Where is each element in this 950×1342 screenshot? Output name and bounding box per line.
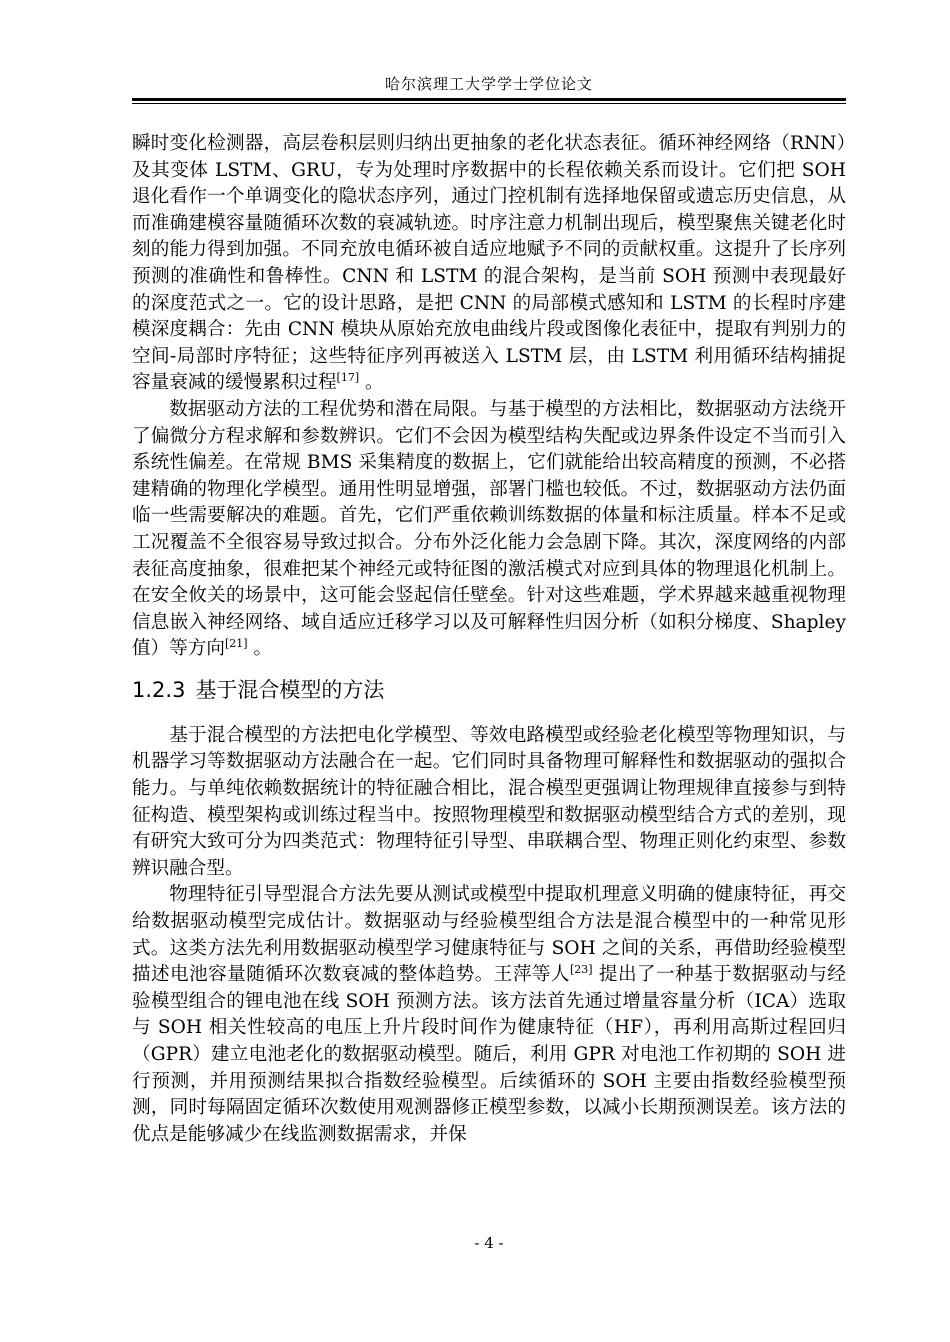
running-header: 哈尔滨理工大学学士学位论文 bbox=[384, 75, 593, 93]
header-rule-thin bbox=[132, 103, 846, 104]
section-title: 基于混合模型的方法 bbox=[195, 677, 385, 702]
paragraph-text: 物理特征引导型混合方法先要从测试或模型中提取机理意义明确的健康特征，再交给数据驱动模型完成估计。数据驱动与经验模型组合方法是混合模型中的一种常见形式。这类方法先利用数据驱动模型学习健康特征与 SOH 之间的关系，再借助经验模型描述电池容量随循环次数衰减的整体趋势。王萍等人 bbox=[132, 884, 846, 986]
body-text bbox=[132, 131, 846, 1148]
paragraph bbox=[132, 397, 846, 663]
paragraph bbox=[132, 131, 846, 397]
section-heading bbox=[132, 675, 846, 705]
paragraph-tail: 。 bbox=[359, 372, 384, 394]
page-number: - 4 - bbox=[474, 1234, 504, 1252]
header-rule bbox=[132, 98, 846, 101]
paragraph-tail: 。 bbox=[247, 638, 273, 660]
paragraph-text: 提出了一种基于数据驱动与经验模型组合的锂电池在线 SOH 预测方法。该方法首先通过增量容量分析（ICA）选取与 SOH 相关性较高的电压上升片段时间作为健康特征（HF），再利用高斯过程回归（GPR）建立电池老化的数据驱动模型。随后，利用 GPR 对电池工作初期的 SOH 进行预测，并用预测结果拟合指数经验模型。后续循环的 SOH 主要由指数经验模型预测，同时每隔固定循环次数使用观测器修正模型参数，以减小长期预测误差。该方法的优点是能够减少在线监测数据需求，并保 bbox=[132, 964, 846, 1145]
paragraph-text: 基于混合模型的方法把电化学模型、等效电路模型或经验老化模型等物理知识，与机器学习等数据驱动方法融合在一起。它们同时具备物理可解释性和数据驱动的强拟合能力。与单纯依赖数据统计的特征融合相比，混合模型更强调让物理规律直接参与到特征构造、模型架构或训练过程当中。按照物理模型和数据驱动模型结合方式的差别，现有研究大致可分为四类范式：物理特征引导型、串联耦合型、物理正则化约束型、参数辨识融合型。 bbox=[132, 724, 846, 879]
paragraph-text: 数据驱动方法的工程优势和潜在局限。与基于模型的方法相比，数据驱动方法绕开了偏微分方程求解和参数辨识。它们不会因为模型结构失配或边界条件设定不当而引入系统性偏差。在常规 BMS 采集精度的数据上，它们就能给出较高精度的预测，不必搭建精确的物理化学模型。通用性明显增强，部署门槛也较低。不过，数据驱动方法仍面临一些需要解决的难题。首先，它们严重依赖训练数据的体量和标注质量。样本不足或工况覆盖不全很容易导致过拟合。分布外泛化能力会急剧下降。其次，深度网络的内部表征高度抽象，很难把某个神经元或特征图的激活模式对应到具体的物理退化机制上。在安全攸关的场景中，这可能会竖起信任壁垒。针对这些难题，学术界越来越重视物理信息嵌入神经网络、域自适应迁移学习以及可解释性归因分析（如积分梯度、Shapley 值）等方向 bbox=[132, 398, 846, 660]
section-number: 1.2.3 bbox=[132, 677, 186, 702]
paragraph bbox=[132, 882, 846, 1148]
citation: [21] bbox=[224, 637, 248, 651]
citation: [17] bbox=[336, 371, 360, 385]
paragraph-text: 瞬时变化检测器，高层卷积层则归纳出更抽象的老化状态表征。循环神经网络（RNN）及其变体 LSTM、GRU，专为处理时序数据中的长程依赖关系而设计。它们把 SOH 退化看作一个单调变化的隐状态序列，通过门控机制有选择地保留或遗忘历史信息，从而准确建模容量随循环次数的衰减轨迹。时序注意力机制出现后，模型聚焦关键老化时刻的能力得到加强。不同充放电循环被自适应地赋予不同的贡献权重。这提升了长序列预测的准确性和鲁棒性。CNN 和 LSTM 的混合架构，是当前 SOH 预测中表现最好的深度范式之一。它的设计思路，是把 CNN 的局部模式感知和 LSTM 的长程时序建模深度耦合：先由 CNN 模块从原始充放电曲线片段或图像化表征中，提取有判别力的空间-局部时序特征；这些特征序列再被送入 LSTM 层，由 LSTM 利用循环结构捕捉容量衰减的缓慢累积过程 bbox=[132, 133, 846, 394]
citation: [23] bbox=[569, 963, 593, 977]
paragraph bbox=[132, 723, 846, 883]
